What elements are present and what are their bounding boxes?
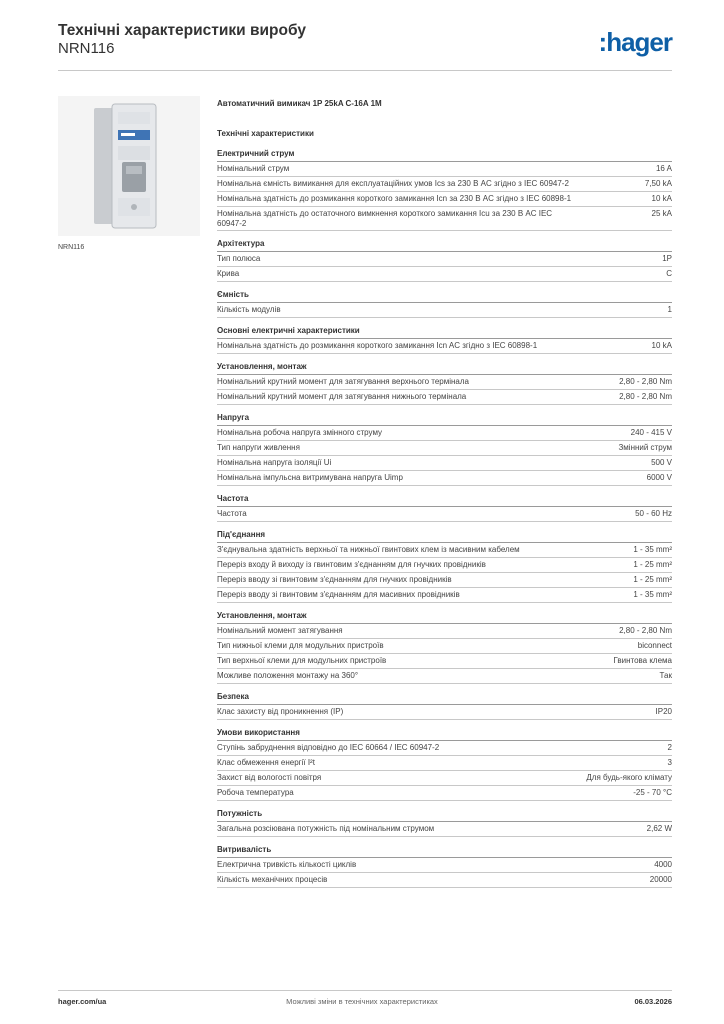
spec-row	[217, 822, 672, 837]
spec-label: Номінальна здатність до остаточного вимкнення короткого замикання Icu за 230 В AC IEC 60947-2	[217, 209, 553, 228]
spec-row	[217, 771, 672, 786]
spec-section	[217, 843, 672, 888]
spec-section	[217, 690, 672, 720]
spec-value: 2,80 - 2,80 Nm	[619, 377, 672, 386]
product-name: Автоматичний вимикач 1P 25kA C-16A 1M	[217, 99, 382, 108]
spec-value: 50 - 60 Hz	[635, 509, 672, 518]
spec-value: 25 kA	[651, 209, 672, 218]
spec-row	[217, 507, 672, 522]
spec-value: 500 V	[651, 458, 672, 467]
spec-value: 10 kA	[651, 194, 672, 203]
section-title: Напруга	[217, 411, 672, 426]
spec-label: Можливе положення монтажу на 360°	[217, 671, 359, 680]
spec-value: C	[666, 269, 672, 278]
spec-row	[217, 741, 672, 756]
spec-value: Так	[659, 671, 672, 680]
spec-row	[217, 705, 672, 720]
spec-row	[217, 192, 672, 207]
tech-specs-heading: Технічні характеристики	[217, 129, 314, 138]
spec-row	[217, 558, 672, 573]
spec-value: 1 - 35 mm²	[633, 590, 672, 599]
spec-value: 4000	[654, 860, 672, 869]
section-title: Безпека	[217, 690, 672, 705]
spec-label: Клас захисту від проникнення (IP)	[217, 707, 344, 716]
spec-label: З'єднувальна здатність верхньої та нижньої гвинтових клем із масивним кабелем	[217, 545, 520, 554]
footer-disclaimer: Можливі зміни в технічних характеристиках	[286, 997, 438, 1006]
spec-label: Тип верхньої клеми для модульних пристроїв	[217, 656, 387, 665]
spec-label: Ступінь забруднення відповідно до IEC 60664 / IEC 60947-2	[217, 743, 440, 752]
hager-logo: :hager	[598, 27, 672, 57]
section-title: Архітектура	[217, 237, 672, 252]
spec-value: Для будь-якого клімату	[586, 773, 672, 782]
spec-row	[217, 177, 672, 192]
spec-value: biconnect	[637, 641, 672, 650]
spec-section	[217, 147, 672, 231]
spec-row	[217, 267, 672, 282]
spec-row	[217, 339, 672, 354]
spec-label: Переріз входу й виходу із гвинтовим з'єднанням для гнучких провідників	[217, 560, 486, 569]
spec-value: Змінний струм	[618, 443, 672, 452]
spec-content	[217, 97, 672, 894]
spec-label: Кількість модулів	[217, 305, 281, 314]
spec-label: Номінальна ємність вимикання для експлуатаційних умов Ics за 230 В AC згідно з IEC 60947-2	[217, 179, 569, 188]
spec-label: Номінальна здатність до розмикання короткого замикання Icn за 230 В AC згідно з IEC 60898-1	[217, 194, 572, 203]
spec-label: Переріз вводу зі гвинтовим з'єднанням для гнучких провідників	[217, 575, 452, 584]
spec-row	[217, 588, 672, 603]
spec-value: 3	[667, 758, 672, 767]
spec-value: 2,80 - 2,80 Nm	[619, 392, 672, 401]
spec-value: 10 kA	[651, 341, 672, 350]
spec-section	[217, 807, 672, 837]
spec-label: Номінальна напруга ізоляції Ui	[217, 458, 332, 467]
spec-section	[217, 288, 672, 318]
spec-row	[217, 786, 672, 801]
spec-row	[217, 669, 672, 684]
spec-label: Номінальний струм	[217, 164, 290, 173]
spec-value: 2,62 W	[646, 824, 672, 833]
document-title: Технічні характеристики виробу	[58, 22, 306, 39]
spec-label: Робоча температура	[217, 788, 294, 797]
spec-section	[217, 411, 672, 486]
footer-date: 06.03.2026	[634, 997, 672, 1006]
spec-label: Переріз вводу зі гвинтовим з'єднанням для масивних провідників	[217, 590, 460, 599]
spec-row	[217, 873, 672, 888]
spec-value: 1	[667, 305, 672, 314]
spec-row	[217, 654, 672, 669]
document-subtitle: NRN116	[58, 40, 115, 57]
spec-value: 16 A	[655, 164, 672, 173]
spec-row	[217, 252, 672, 267]
spec-label: Тип нижньої клеми для модульних пристроїв	[217, 641, 384, 650]
spec-row	[217, 426, 672, 441]
spec-value: 6000 V	[646, 473, 672, 482]
spec-row	[217, 375, 672, 390]
footer-divider	[58, 990, 672, 991]
spec-label: Клас обмеження енергії I²t	[217, 758, 315, 767]
spec-row	[217, 456, 672, 471]
spec-value: 1 - 25 mm²	[633, 560, 672, 569]
spec-row	[217, 543, 672, 558]
section-title: Електричний струм	[217, 147, 672, 162]
spec-section	[217, 609, 672, 684]
spec-sections	[217, 147, 672, 888]
section-title: Установлення, монтаж	[217, 609, 672, 624]
spec-label: Захист від вологості повітря	[217, 773, 322, 782]
spec-label: Номінальний крутний момент для затягування верхнього термінала	[217, 377, 469, 386]
section-title: Частота	[217, 492, 672, 507]
spec-label: Номінальний момент затягування	[217, 626, 343, 635]
spec-label: Тип напруги живлення	[217, 443, 300, 452]
spec-row	[217, 162, 672, 177]
spec-value: 20000	[649, 875, 672, 884]
spec-label: Частота	[217, 509, 247, 518]
spec-label: Електрична тривкість кількості циклів	[217, 860, 357, 869]
spec-value: 2,80 - 2,80 Nm	[619, 626, 672, 635]
section-title: Під'єднання	[217, 528, 672, 543]
spec-label: Кількість механічних процесів	[217, 875, 328, 884]
section-title: Установлення, монтаж	[217, 360, 672, 375]
spec-section	[217, 324, 672, 354]
spec-label: Номінальна робоча напруга змінного струму	[217, 428, 383, 437]
spec-value: IP20	[655, 707, 672, 716]
product-image	[58, 96, 200, 236]
spec-label: Тип полюса	[217, 254, 261, 263]
spec-value: 1P	[662, 254, 672, 263]
spec-value: -25 - 70 °C	[633, 788, 672, 797]
section-title: Ємність	[217, 288, 672, 303]
spec-section	[217, 237, 672, 282]
section-title: Умови використання	[217, 726, 672, 741]
spec-label: Номінальний крутний момент для затягування нижнього термінала	[217, 392, 467, 401]
spec-value: 1 - 25 mm²	[633, 575, 672, 584]
spec-value: 1 - 35 mm²	[633, 545, 672, 554]
spec-row	[217, 441, 672, 456]
spec-label: Крива	[217, 269, 240, 278]
spec-value: 240 - 415 V	[630, 428, 672, 437]
spec-row	[217, 573, 672, 588]
spec-row	[217, 303, 672, 318]
spec-value: 7,50 kA	[644, 179, 672, 188]
page-header	[58, 22, 672, 68]
spec-row	[217, 207, 672, 231]
spec-label: Загальна розсіювана потужність під номінальним струмом	[217, 824, 435, 833]
header-divider	[58, 70, 672, 71]
circuit-breaker-icon	[58, 96, 200, 236]
spec-label: Номінальна здатність до розмикання короткого замикання Icn AC згідно з IEC 60898-1	[217, 341, 538, 350]
section-title: Основні електричні характеристики	[217, 324, 672, 339]
footer-website: hager.com/ua	[58, 997, 107, 1006]
spec-section	[217, 492, 672, 522]
spec-row	[217, 471, 672, 486]
spec-row	[217, 858, 672, 873]
spec-section	[217, 726, 672, 801]
image-caption: NRN116	[58, 244, 85, 251]
spec-value: Гвинтова клема	[613, 656, 672, 665]
spec-row	[217, 756, 672, 771]
spec-value: 2	[667, 743, 672, 752]
spec-section	[217, 360, 672, 405]
spec-row	[217, 390, 672, 405]
spec-row	[217, 624, 672, 639]
spec-section	[217, 528, 672, 603]
spec-label: Номінальна імпульсна витримувана напруга Uimp	[217, 473, 403, 482]
section-title: Потужність	[217, 807, 672, 822]
spec-row	[217, 639, 672, 654]
section-title: Витривалість	[217, 843, 672, 858]
